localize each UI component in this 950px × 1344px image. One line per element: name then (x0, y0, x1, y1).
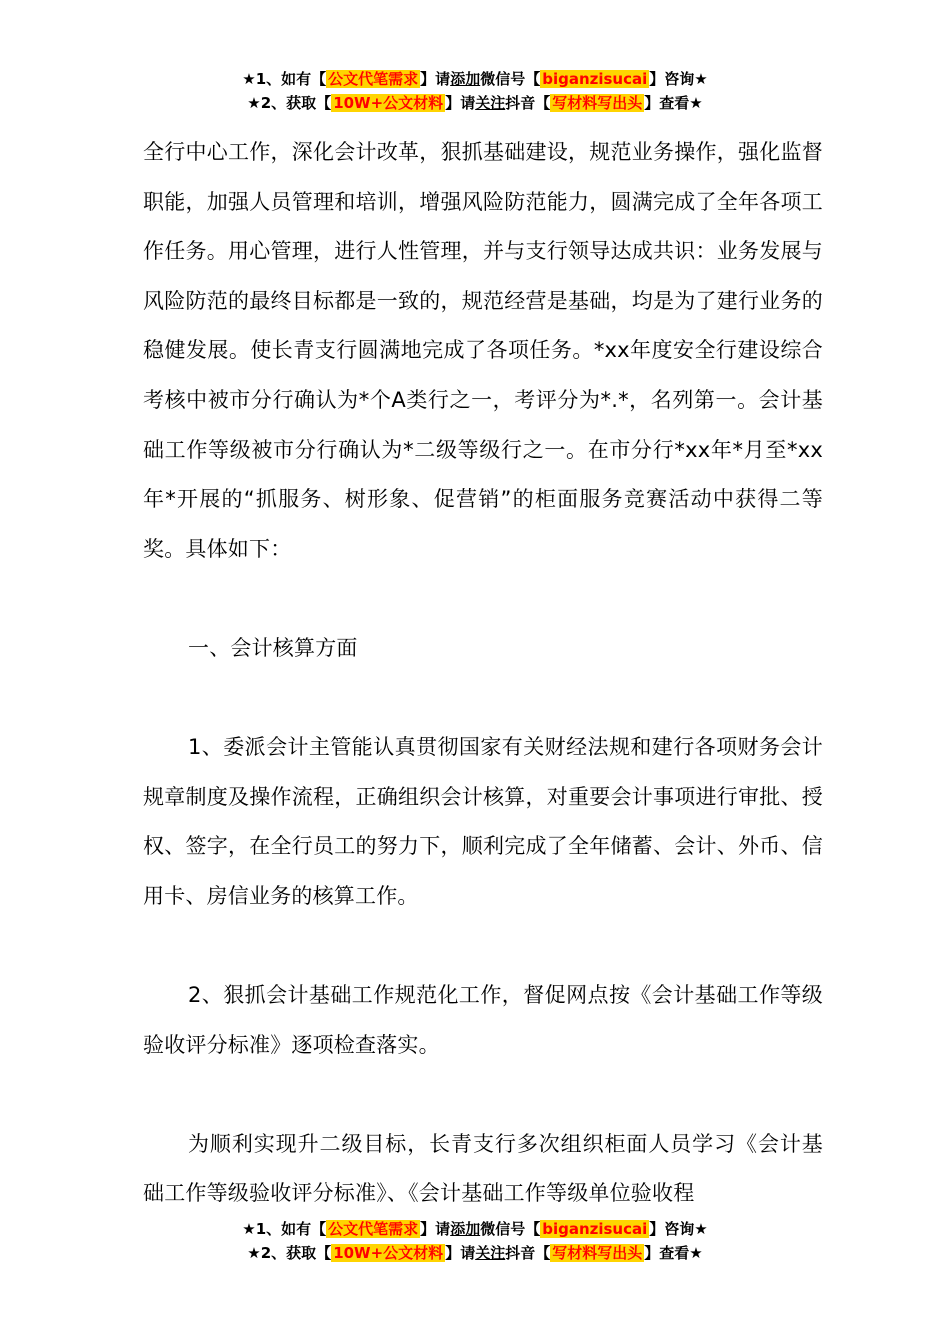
banner-text: ★2、获取【 (247, 1244, 332, 1262)
banner-line-1 (0, 1218, 950, 1242)
banner-emphasis: 关注 (475, 94, 506, 112)
banner-text: 】请 (420, 1220, 451, 1238)
banner-highlight: 写材料写出头 (552, 1244, 643, 1262)
banner-highlight: 公文代笔需求 (328, 70, 419, 88)
banner-emphasis: 添加 (450, 1220, 481, 1238)
header-banner (0, 68, 950, 116)
banner-text: 抖音【 (505, 94, 551, 112)
banner-text: 】查看★ (644, 94, 703, 112)
banner-highlight: 公文代笔需求 (328, 1220, 419, 1238)
banner-text: ★2、获取【 (247, 94, 332, 112)
banner-text: ★1、如有【 (242, 70, 327, 88)
section-heading: 一、会计核算方面 (188, 635, 358, 660)
banner-line-2 (0, 1242, 950, 1266)
paragraph-item-1: 1、委派会计主管能认真贯彻国家有关财经法规和建行各项财务会计规章制度及操作流程，正确组织会计核算，对重要会计事项进行审批、授权、签字，在全行员工的努力下，顺利完成了全年储蓄、会计、外币、信用卡、房信业务的核算工作。 (143, 735, 823, 908)
spacer (143, 1070, 823, 1120)
banner-emphasis: 添加 (450, 70, 481, 88)
banner-text: 】咨询★ (649, 1220, 708, 1238)
banner-text: ★1、如有【 (242, 1220, 327, 1238)
banner-text: 抖音【 (505, 1244, 551, 1262)
banner-text: 】请 (420, 70, 451, 88)
banner-line-2 (0, 92, 950, 116)
banner-text: 微信号【 (480, 70, 541, 88)
spacer (143, 922, 823, 972)
paragraph-intro: 全行中心工作，深化会计改革，狠抓基础建设，规范业务操作，强化监督职能，加强人员管理和培训，增强风险防范能力，圆满完成了全年各项工作任务。用心管理，进行人性管理，并与支行领导达成共识：业务发展与风险防范的最终目标都是一致的，规范经营是基础，均是为了建行业务的稳健发展。使长青支行圆满地完成了各项任务。*xx年度安全行建设综合考核中被市分行确认为*个A类行之一，考评分为*.*，名列第一。会计基础工作等级被市分行确认为*二级等级行之一。在市分行*xx年*月至*xx年*开展的“抓服务、树形象、促营销”的柜面服务竞赛活动中获得二等奖。具体如下： (143, 140, 823, 561)
banner-text: 】请 (445, 1244, 476, 1262)
banner-highlight: 写材料写出头 (552, 94, 643, 112)
banner-text: 】请 (445, 94, 476, 112)
footer-banner (0, 1218, 950, 1266)
banner-highlight: 10W+公文材料 (333, 94, 444, 112)
banner-text: 】咨询★ (649, 70, 708, 88)
banner-emphasis: 关注 (475, 1244, 506, 1262)
banner-highlight: 10W+公文材料 (333, 1244, 444, 1262)
paragraph-item-2: 2、狠抓会计基础工作规范化工作，督促网点按《会计基础工作等级验收评分标准》逐项检查落实。 (143, 983, 823, 1057)
banner-text: 】查看★ (644, 1244, 703, 1262)
banner-text: 微信号【 (480, 1220, 541, 1238)
banner-highlight: biganzisucai (542, 1220, 648, 1238)
document-body (143, 128, 823, 1219)
spacer (143, 674, 823, 724)
banner-highlight: biganzisucai (542, 70, 648, 88)
spacer (143, 574, 823, 624)
banner-line-1 (0, 68, 950, 92)
paragraph-upgrade: 为顺利实现升二级目标，长青支行多次组织柜面人员学习《会计基础工作等级验收评分标准》、《会计基础工作等级单位验收程 (143, 1131, 823, 1206)
